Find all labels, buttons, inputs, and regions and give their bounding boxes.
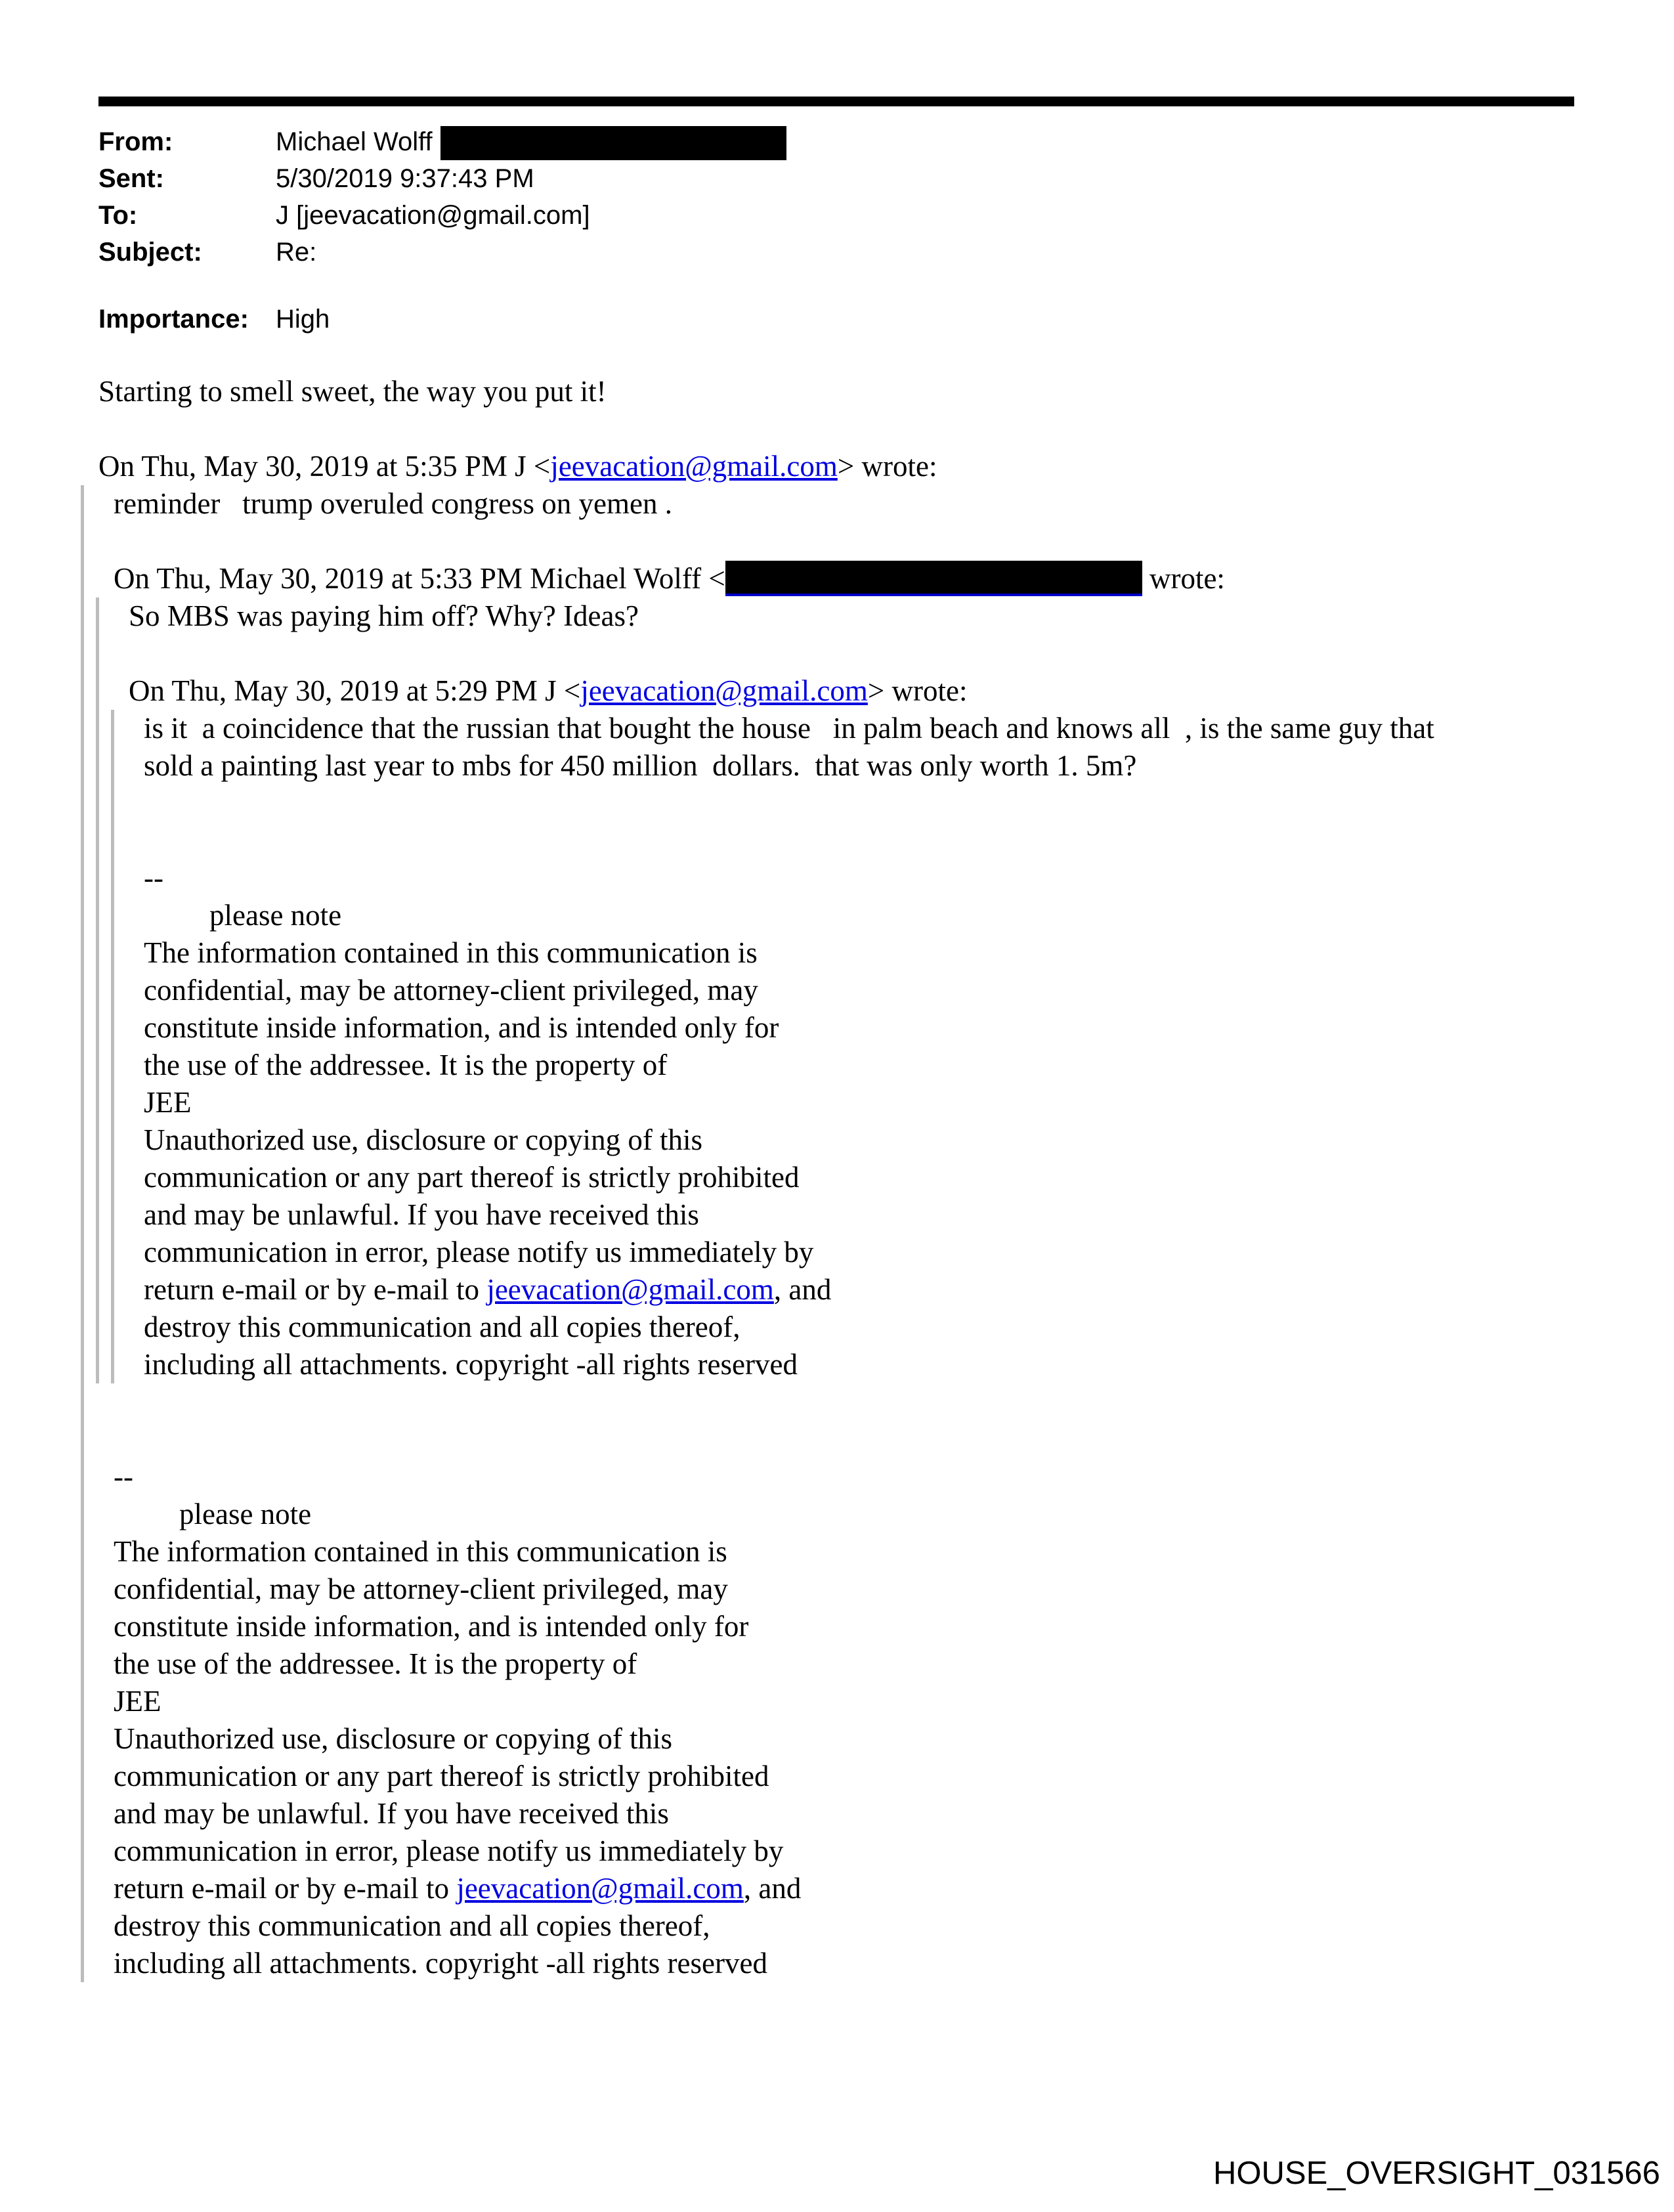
email-body — [98, 373, 1635, 1982]
from-value — [276, 123, 786, 160]
disclaimer-line: confidential, may be attorney-client privileged, may — [144, 974, 758, 1007]
jeevacation-email-link[interactable]: jeevacation@gmail.com — [486, 1273, 774, 1306]
disclaimer-link-suffix: , and — [743, 1872, 802, 1905]
email-header — [98, 123, 786, 337]
signature-dashes: -- — [144, 861, 163, 894]
importance-label: Importance: — [98, 305, 249, 334]
header-divider-rule — [98, 97, 1574, 106]
sent-value: 5/30/2019 9:37:43 PM — [276, 164, 534, 194]
disclaimer-line-jee: JEE — [144, 1086, 192, 1119]
from-row — [98, 123, 786, 160]
attribution-535pm-prefix: On Thu, May 30, 2019 at 5:35 PM J < — [98, 450, 551, 483]
attribution-529pm-prefix: On Thu, May 30, 2019 at 5:29 PM J < — [129, 674, 581, 707]
importance-value: High — [276, 305, 330, 334]
quote3-text-line1: is it a coincidence that the russian that bought the house in palm beach and knows all , is the same guy that — [144, 712, 1434, 745]
disclaimer-line: destroy this communication and all copies thereof, — [114, 1909, 710, 1942]
disclaimer-line: Unauthorized use, disclosure or copying of this — [144, 1123, 703, 1156]
attribution-533pm-prefix: On Thu, May 30, 2019 at 5:33 PM Michael Wolff < — [114, 562, 725, 595]
sent-label: Sent: — [98, 164, 164, 194]
quote-level-1 — [81, 485, 1635, 1982]
disclaimer-line: the use of the addressee. It is the property of — [114, 1647, 637, 1680]
quote-level-2 — [96, 597, 1635, 1383]
disclaimer-line: Unauthorized use, disclosure or copying of this — [114, 1722, 673, 1755]
wolff-email-redaction-box — [725, 561, 1142, 596]
sent-row — [98, 160, 786, 197]
disclaimer-line: including all attachments. copyright -all rights reserved — [114, 1947, 767, 1980]
spacer — [144, 785, 1635, 859]
attribution-535pm-suffix: > wrote: — [837, 450, 937, 483]
attribution-535pm — [98, 448, 1635, 485]
spacer — [114, 523, 1635, 560]
from-label: From: — [98, 127, 173, 156]
from-name-text: Michael Wolff — [276, 127, 433, 156]
disclaimer-line: communication in error, please notify us immediately by — [114, 1834, 784, 1867]
disclaimer-line: constitute inside information, and is intended only for — [114, 1610, 749, 1643]
to-row — [98, 197, 786, 234]
quote2-text: So MBS was paying him off? Why? Ideas? — [129, 599, 639, 632]
jeevacation-email-link[interactable]: jeevacation@gmail.com — [580, 674, 868, 707]
disclaimer-link-suffix: , and — [773, 1273, 832, 1306]
disclaimer-line: destroy this communication and all copies thereof, — [144, 1311, 740, 1343]
quote3-text-line2: sold a painting last year to mbs for 450 million dollars. that was only worth 1. 5m? — [144, 749, 1137, 782]
jeevacation-email-link[interactable]: jeevacation@gmail.com — [550, 450, 838, 483]
to-value: J [jeevacation@gmail.com] — [276, 201, 590, 230]
jeevacation-email-link[interactable]: jeevacation@gmail.com — [456, 1872, 744, 1905]
disclaimer-line: constitute inside information, and is intended only for — [144, 1011, 779, 1044]
disclaimer-line: confidential, may be attorney-client privileged, may — [114, 1572, 728, 1605]
attribution-533pm — [114, 560, 1635, 597]
to-label: To: — [98, 201, 138, 230]
disclaimer-link-line — [144, 1271, 1635, 1309]
importance-row — [98, 301, 786, 337]
signature-disclaimer-outer — [114, 1458, 1635, 1982]
disclaimer-line: and may be unlawful. If you have received this — [114, 1797, 669, 1830]
disclaimer-line: communication in error, please notify us immediately by — [144, 1236, 814, 1269]
subject-label: Subject: — [98, 238, 202, 267]
disclaimer-line-jee: JEE — [114, 1685, 161, 1718]
disclaimer-link-line — [114, 1870, 1635, 1907]
quote1-text: reminder trump overuled congress on yemen . — [114, 487, 673, 520]
disclaimer-link-prefix: return e-mail or by e-mail to — [114, 1872, 457, 1905]
from-email-redaction-box — [440, 126, 786, 160]
disclaimer-line: communication or any part thereof is strictly prohibited — [144, 1161, 800, 1194]
disclaimer-line: and may be unlawful. If you have received this — [144, 1198, 699, 1231]
disclaimer-line: The information contained in this communication is — [144, 936, 758, 969]
attribution-533pm-suffix: wrote: — [1142, 562, 1225, 595]
signature-dashes: -- — [114, 1460, 133, 1493]
please-note-line: please note — [209, 899, 342, 932]
message-opening-text: Starting to smell sweet, the way you put it! — [98, 375, 607, 408]
subject-value: Re: — [276, 238, 317, 267]
attribution-529pm-suffix: > wrote: — [867, 674, 968, 707]
spacer — [129, 635, 1635, 672]
spacer — [114, 1383, 1635, 1458]
disclaimer-link-prefix: return e-mail or by e-mail to — [144, 1273, 487, 1306]
quote-level-3 — [111, 710, 1635, 1383]
header-spacer — [98, 271, 786, 301]
spacer — [98, 410, 1635, 448]
subject-row — [98, 234, 786, 271]
disclaimer-line: communication or any part thereof is strictly prohibited — [114, 1760, 769, 1792]
bates-stamp: HOUSE_OVERSIGHT_031566 — [1213, 2156, 1660, 2191]
attribution-529pm — [129, 672, 1635, 710]
disclaimer-line: the use of the addressee. It is the property of — [144, 1049, 668, 1081]
please-note-line: please note — [179, 1498, 312, 1530]
disclaimer-line: The information contained in this communication is — [114, 1535, 727, 1568]
signature-disclaimer-inner — [144, 859, 1635, 1383]
disclaimer-line: including all attachments. copyright -all rights reserved — [144, 1348, 798, 1381]
